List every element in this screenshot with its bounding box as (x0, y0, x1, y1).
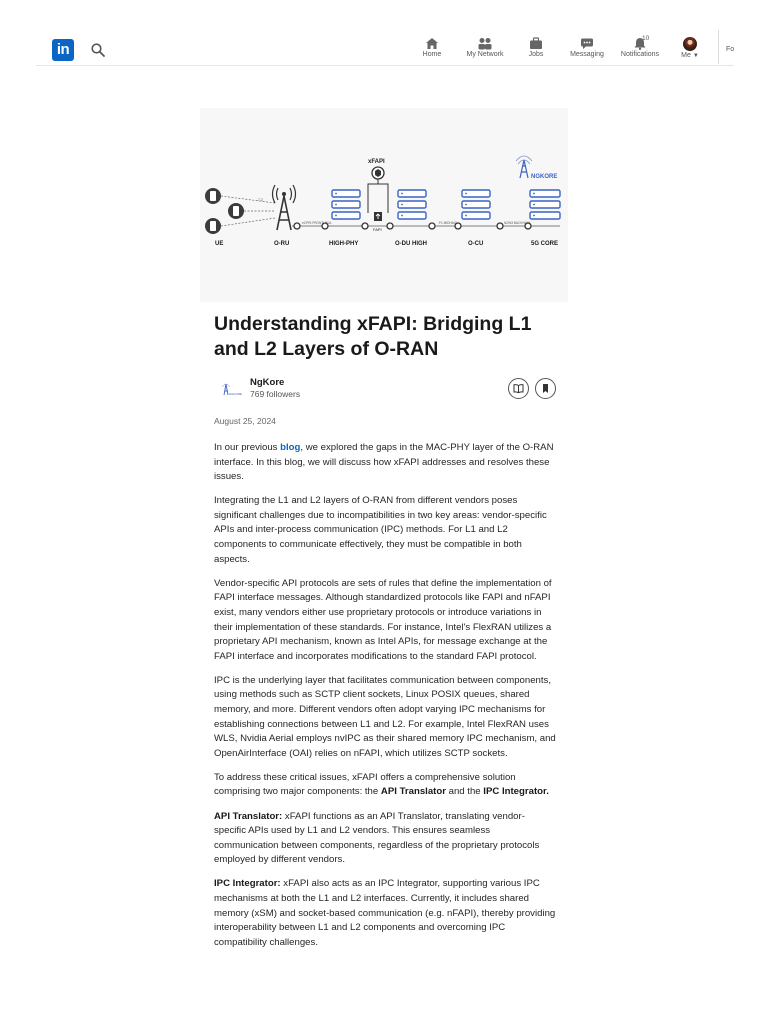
node-label: O-DU HIGH (395, 241, 427, 247)
node-label: UE (215, 241, 224, 247)
home-icon (425, 37, 439, 50)
nav-label: Me ▼ (681, 52, 699, 59)
chevron-down-icon: ▼ (692, 53, 699, 59)
nav-label: Notifications (620, 51, 660, 58)
book-icon (513, 383, 524, 394)
author-followers: 769 followers (250, 389, 301, 399)
paragraph: IPC Integrator: xFAPI also acts as an IPC Integrator, supporting various IPC mechanisms at both the L1 and L2 interfaces. Currently, it includes shared memory (xSM) and socket-based communication (e.g. nFAPI), thereby providing interoperability between L1 and L2 components and overcoming IPC compatibility challenges. (214, 878, 556, 948)
blog-link[interactable]: blog (280, 442, 301, 453)
radio-tower-icon (273, 185, 296, 230)
save-article-button[interactable] (535, 378, 556, 399)
bookmark-icon (540, 383, 551, 394)
xfapi-label: xFAPI (368, 159, 385, 165)
article-title: Understanding xFAPI: Bridging L1 and L2 Layers of O-RAN (214, 313, 532, 360)
fapi-label: FAPI (373, 227, 382, 232)
search-icon[interactable] (90, 42, 106, 58)
node-label: 5G CORE (531, 241, 559, 247)
link-label: 7.2 (258, 198, 263, 202)
author-row (214, 376, 556, 406)
paragraph: Vendor-specific API protocols are sets of rules that define the implementation of FAPI interface messages. Although standardized protocols like FAPI and nFAPI exist, many vendors either use proprietary protocols or introduce variations in their implementation of these standards. For instance, Intel's FlexRAN utilizes a proprietary API mechanism, known as Intel APIs, for message exchange at the FAPI interface and incorporates modifications to the standard FAPI protocol. (214, 577, 552, 662)
nav-messaging[interactable] (568, 37, 606, 63)
nav-divider (718, 30, 719, 64)
top-navigation (36, 28, 734, 66)
nav-label: Jobs (528, 51, 544, 58)
oran-architecture-diagram (200, 108, 568, 302)
message-icon (580, 37, 594, 50)
nav-label: Home (422, 51, 442, 58)
author-name[interactable]: NgKore (250, 377, 285, 388)
server-stacks (332, 190, 560, 219)
node-label: O-RU (274, 241, 290, 247)
ue-phone-icon (205, 188, 244, 234)
node-label: HIGH-PHY (329, 241, 359, 247)
fapi-switch-icon (374, 212, 382, 221)
article-cover-image (200, 108, 568, 302)
paragraph: API Translator: xFAPI functions as an API Translator, translating vendor-specific APIs used by L1 and L2 vendors. This ensures seamless communication between components, regardless of the proprietary protocols employed by different vendors. (214, 810, 540, 866)
read-mode-button[interactable] (508, 378, 529, 399)
link-label: F1 MIDHAUL (439, 221, 458, 225)
avatar (683, 37, 697, 51)
publish-date: August 25, 2024 (214, 416, 276, 426)
nav-home[interactable] (420, 37, 444, 63)
nav-me[interactable] (678, 37, 702, 63)
nav-jobs[interactable] (526, 37, 546, 63)
linkedin-logo[interactable]: in (52, 39, 74, 61)
briefcase-icon (529, 37, 543, 50)
link-label: N2/N3 BACKHAUL (504, 221, 532, 225)
paragraph: To address these critical issues, xFAPI offers a comprehensive solution comprising two major components: the API Translator and the IPC Integrator. (214, 771, 549, 798)
ngkore-brand-text: NGKORE (531, 174, 558, 180)
nav-notifications[interactable] (618, 37, 662, 63)
paragraph: In our previous blog, we explored the gaps in the MAC-PHY layer of the O-RAN interface. In this blog, we will discuss how xFAPI addresses and resolves these issues. (214, 442, 554, 483)
node-label: O-CU (468, 241, 484, 247)
nav-my-network[interactable] (462, 37, 508, 63)
nav-label: My Network (466, 51, 504, 58)
network-icon (477, 37, 493, 50)
ngkore-logo-icon (516, 156, 532, 178)
notification-count: 10 (642, 35, 650, 42)
paragraph: Integrating the L1 and L2 layers of O-RAN from different vendors poses significant challenges due to incompatibilities in two key areas: vendor-specific APIs and inter-process communication (IPC) methods. For L1 and L2 components to communicate effectively, they must be compatible in both aspects. (214, 495, 547, 565)
svg-text:NGKORE: NGKORE (229, 392, 243, 396)
paragraph: IPC is the underlying layer that facilitates communication between components, using methods such as SCTP client sockets, Linux POSIX queues, shared memory, and more. Different vendors often adopt varying IPC mechanisms for establishing connections between L1 and L2. For example, Intel FlexRAN uses WLS, Nvidia Aerial employs nvIPC as their shared memory IPC mechanism, and OpenAirInterface (OAI) relies on nFAPI, which utilizes SCTP sockets. (214, 674, 556, 759)
author-logo[interactable] (216, 379, 244, 401)
nav-label: Messaging (570, 51, 604, 58)
for-business-stub[interactable]: Fo (726, 46, 734, 53)
link-label: eCPRI FRONTHAUL (302, 221, 332, 225)
article-body (214, 312, 556, 960)
